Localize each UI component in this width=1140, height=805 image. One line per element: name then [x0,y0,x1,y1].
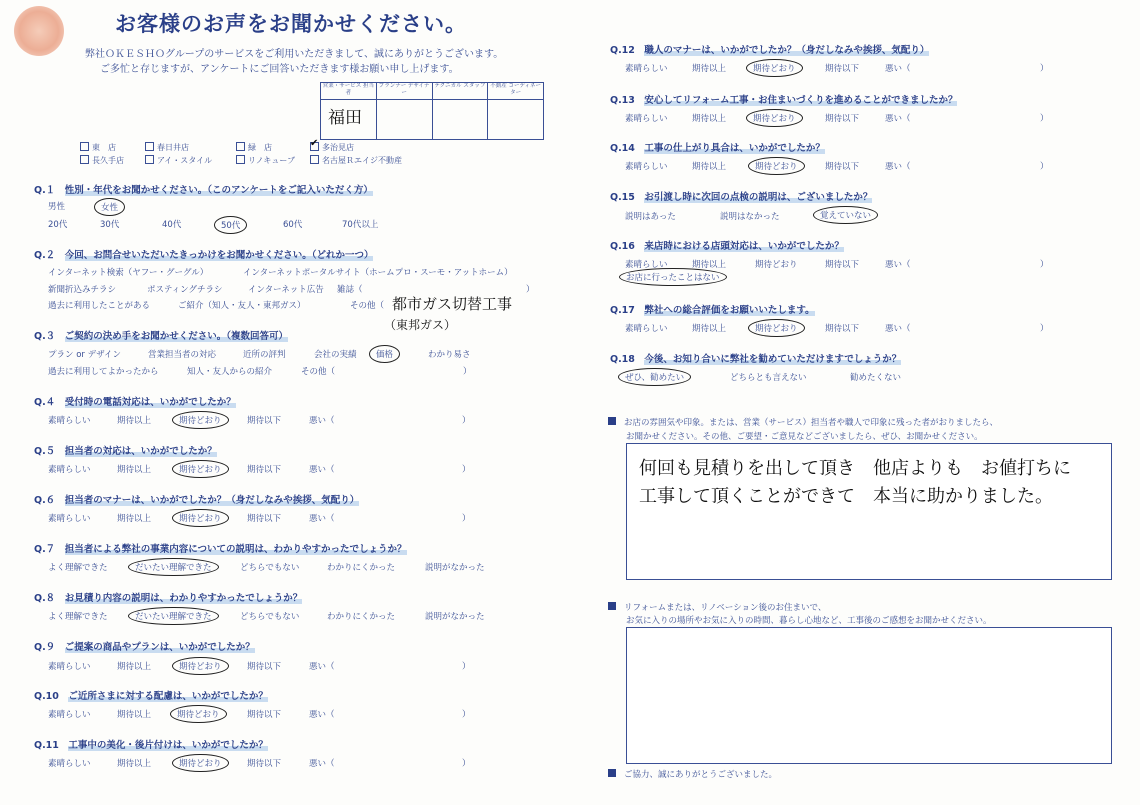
paren-close: ） [463,367,472,377]
option[interactable]: 期待以下 [247,465,282,475]
paren-close: ） [526,285,535,295]
option-selected[interactable]: だいたい理解できた [128,558,219,576]
option[interactable]: 期待以下 [825,324,860,334]
option[interactable]: 期待以上 [117,662,152,672]
question-12: Q.12 職人のマナーは、いかがでしたか？（身だしなみや挨拶、気配り） [610,45,930,56]
question-9: Q.９ ご提案の商品やプランは、いかがでしたか？ [34,642,255,653]
comment-prompt-2: リフォームまたは、リノベーション後のお住まいで、 [608,601,826,613]
option[interactable]: その他（ [301,367,336,377]
question-16: Q.16 来店時における店頭対応は、いかがでしたか？ [610,241,844,252]
option[interactable]: 素晴らしい [625,64,668,74]
question-3: Q.３ ご契約の決め手をお聞かせください。（複数回答可） [34,331,288,342]
option[interactable]: 素晴らしい [48,759,91,769]
option[interactable]: 営業担当者の対応 [148,350,217,360]
store-option[interactable]: 名古屋Ｒエイジ不動産 [310,155,402,166]
option[interactable]: 期待以上 [692,162,727,172]
staff-header-sales: 営業・サービス 担当者 [321,83,376,100]
paren-close: ） [1040,64,1049,74]
option[interactable]: よく理解できた [48,612,108,622]
option[interactable]: 勧めたくない [850,373,902,383]
option[interactable]: わかりにくかった [327,612,396,622]
option[interactable]: どちらでもない [240,563,300,573]
option[interactable]: 新聞折込みチラシ [48,285,117,295]
option-selected[interactable]: 覚えていない [813,206,878,224]
option[interactable]: 知人・友人からの紹介 [187,367,273,377]
paren-close: ） [462,416,471,426]
option[interactable]: 悪い（ [309,514,335,524]
option[interactable]: 説明がなかった [425,612,485,622]
option[interactable]: 近所の評判 [243,350,286,360]
option-selected[interactable]: 期待どおり [172,509,229,527]
option[interactable]: 素晴らしい [48,662,91,672]
paren-close: ） [1040,162,1049,172]
question-1: Q.１ 性別・年代をお聞かせください。（このアンケートをご記入いただく方） [34,185,373,196]
option[interactable]: 素晴らしい [48,465,91,475]
option[interactable]: 悪い（ [309,710,335,720]
option[interactable]: 悪い（ [309,662,335,672]
paren-close: ） [462,759,471,769]
option[interactable]: 過去に利用してよかったから [48,367,159,377]
option-selected[interactable]: 期待どおり [746,59,803,77]
option-selected[interactable]: 50代 [214,216,247,234]
question-17: Q.17 弊社への総合評価をお願いいたします。 [610,305,815,316]
option[interactable]: 悪い（ [885,324,911,334]
question-8: Q.８ お見積り内容の説明は、わかりやすかったでしょうか？ [34,593,303,604]
handwritten-comment-1: 何回も見積りを出して頂き 他店よりも お値打ちに [639,458,1071,479]
option[interactable]: 期待以上 [117,710,152,720]
paren-close: ） [462,662,471,672]
option[interactable]: プラン or デザイン [48,350,122,360]
paren-close: ） [1040,260,1049,270]
question-4: Q.４ 受付時の電話対応は、いかがでしたか？ [34,397,236,408]
option[interactable]: 30代 [100,220,120,230]
paren-close: ） [1040,114,1049,124]
option[interactable]: 40代 [162,220,182,230]
option[interactable]: 期待以下 [825,260,860,270]
option[interactable]: 男性 [48,202,66,212]
question-5: Q.５ 担当者の対応は、いかがでしたか？ [34,446,217,457]
staff-table [320,82,544,140]
handwritten-other-2: （東邦ガス） [384,318,457,332]
option[interactable]: どちらでもない [240,612,300,622]
store-option[interactable]: 春日井店 [145,142,189,153]
option[interactable]: 期待以下 [247,759,282,769]
checkbox[interactable] [310,155,319,164]
option[interactable]: 悪い（ [309,759,335,769]
staff-header-realestate: 不動産 コーディネーター [488,83,543,100]
option[interactable]: 素晴らしい [48,710,91,720]
checkbox[interactable] [145,142,154,151]
option-selected[interactable]: 期待どおり [172,657,229,675]
option[interactable]: 期待以下 [247,662,282,672]
option[interactable]: 素晴らしい [625,162,668,172]
question-6: Q.６ 担当者のマナーは、いかがでしたか？（身だしなみや挨拶、気配り） [34,495,360,506]
option[interactable]: 素晴らしい [48,514,91,524]
option[interactable]: 会社の実績 [314,350,357,360]
option[interactable]: 悪い（ [885,64,911,74]
store-option[interactable]: 長久手店 [80,155,124,166]
option[interactable]: 説明はあった [625,212,676,222]
option[interactable]: 悪い（ [885,260,911,270]
option[interactable]: インターネット広告 [248,285,324,295]
option[interactable]: 素晴らしい [625,324,668,334]
option[interactable]: わかり易さ [428,350,471,360]
question-14: Q.14 工事の仕上がり具合は、いかがでしたか？ [610,143,825,154]
option[interactable]: 説明がなかった [425,563,485,573]
question-7: Q.７ 担当者による弊社の事業内容についての説明は、わかりやすかったでしょうか？ [34,544,407,555]
question-11: Q.11 工事中の美化・後片付けは、いかがでしたか？ [34,740,268,751]
checkbox-checked[interactable] [310,142,319,151]
handwritten-comment-2: 工事して頂くことができて 本当に助かりました。 [639,486,1053,507]
option-selected[interactable]: 価格 [369,345,400,363]
option[interactable]: 期待以上 [117,514,152,524]
option-selected[interactable]: 期待どおり [172,460,229,478]
bullet-square-icon [608,417,616,425]
option-selected[interactable]: 期待どおり [748,157,805,175]
checkbox[interactable] [145,155,154,164]
option[interactable]: 素晴らしい [625,114,668,124]
option[interactable]: 期待以下 [825,114,860,124]
comment-prompt-1: お店の雰囲気や印象。または、営業（サービス）担当者や職人で印象に残った者がおりましたら、 [608,416,998,428]
option-selected[interactable]: その他（ [350,301,385,311]
option[interactable]: 素晴らしい [625,260,668,270]
staff-sales-name[interactable]: 福田 [328,108,362,128]
option[interactable]: 期待以下 [247,710,282,720]
checkbox[interactable] [80,155,89,164]
staff-header-planner: プランナー デザイナー [377,83,432,100]
option[interactable]: インターネットポータルサイト（ホームプロ・スーモ・アットホーム） [243,268,513,278]
question-18: Q.18 今後、お知り合いに弊社を勧めていただけますでしょうか？ [610,354,902,365]
store-option[interactable]: 緑 店 [236,142,272,153]
option[interactable]: よく理解できた [48,563,108,573]
staff-header-technical: テクニカル スタッフ [433,83,488,100]
option[interactable]: 期待以下 [825,64,860,74]
option[interactable]: 期待以上 [117,416,152,426]
comment-box-1[interactable] [626,443,1112,580]
option[interactable]: ポスティングチラシ [147,285,223,295]
option-selected[interactable]: だいたい理解できた [128,607,219,625]
bullet-square-icon [608,769,616,777]
option-selected[interactable]: 期待どおり [748,319,805,337]
option-selected[interactable]: 期待どおり [172,754,229,772]
question-15: Q.15 お引渡し時に次回の点検の説明は、ございましたか？ [610,192,873,203]
option[interactable]: 20代 [48,220,68,230]
option[interactable]: 素晴らしい [48,416,91,426]
option[interactable]: 期待以上 [692,114,727,124]
checkbox[interactable] [236,142,245,151]
store-option[interactable]: リノキューブ [236,155,295,166]
footer-thanks: ご協力、誠にありがとうございました。 [608,768,777,780]
question-10: Q.10 ご近所さまに対する配慮は、いかがでしたか？ [34,691,268,702]
option[interactable]: わかりにくかった [327,563,396,573]
paren-close: ） [462,710,471,720]
option[interactable]: 70代以上 [342,220,379,230]
option[interactable]: 悪い（ [885,114,911,124]
intro-line-1: 弊社ＯＫＥＳＨＯグループのサービスをご利用いただきまして、誠にありがとうございます。 [85,49,504,60]
option[interactable]: 期待以下 [247,416,282,426]
store-option[interactable]: アイ・スタイル [145,155,212,166]
option[interactable]: 60代 [283,220,303,230]
option[interactable]: 期待以上 [692,324,727,334]
paren-close: ） [462,465,471,475]
option-selected[interactable]: 女性 [94,198,125,216]
option-selected[interactable]: 期待どおり [746,109,803,127]
question-13: Q.13 安心してリフォーム工事・お住まいづくりを進めることができましたか？ [610,95,958,106]
checkbox[interactable] [236,155,245,164]
option-selected[interactable]: ぜひ、勧めたい [618,368,691,386]
option[interactable]: 悪い（ [885,162,911,172]
option[interactable]: 期待以下 [247,514,282,524]
option[interactable]: ご紹介（知人・友人・東邦ガス） [178,301,306,311]
company-seal [14,6,64,56]
intro-line-2: ご多忙と存じますが、アンケートにご回答いただきます様お願い申し上げます。 [100,64,459,75]
comment-prompt-1b: お聞かせください。その他、ご要望・ご意見などございましたら、ぜひ、お聞かせください。 [626,432,983,442]
paren-close: ） [462,514,471,524]
paren-close: ） [1040,324,1049,334]
option-selected[interactable]: お店に行ったことはない [619,268,727,286]
option[interactable]: 悪い（ [309,416,335,426]
option[interactable]: 期待以上 [692,64,727,74]
comment-box-2[interactable] [626,627,1112,764]
option[interactable]: 期待以下 [825,162,860,172]
option[interactable]: 期待以上 [692,260,727,270]
store-option[interactable]: 東 店 [80,142,116,153]
store-option[interactable]: ✔ 多治見店 [310,142,354,153]
handwritten-other: 都市ガス切替工事 [392,295,513,313]
option[interactable]: 期待以上 [117,759,152,769]
option[interactable]: 期待どおり [755,260,798,270]
option[interactable]: 雑誌（ [337,285,363,295]
question-2: Q.２ 今回、お問合せいただいたきっかけをお聞かせください。（どれか一つ） [34,250,374,261]
option[interactable]: 期待以上 [117,465,152,475]
bullet-square-icon [608,602,616,610]
option[interactable]: 過去に利用したことがある [48,301,151,311]
option-selected[interactable]: 期待どおり [170,705,227,723]
option-selected[interactable]: 期待どおり [172,411,229,429]
comment-prompt-2b: お気に入りの場所やお気に入りの時間、暮らし心地など、工事後のご感想をお聞かせください。 [626,616,992,626]
option[interactable]: インターネット検索（ヤフー・グーグル） [48,268,209,278]
option[interactable]: 説明はなかった [720,212,780,222]
option[interactable]: 悪い（ [309,465,335,475]
checkbox[interactable] [80,142,89,151]
option[interactable]: どちらとも言えない [730,373,807,383]
page-title: お客様のお声をお聞かせください。 [115,12,467,36]
